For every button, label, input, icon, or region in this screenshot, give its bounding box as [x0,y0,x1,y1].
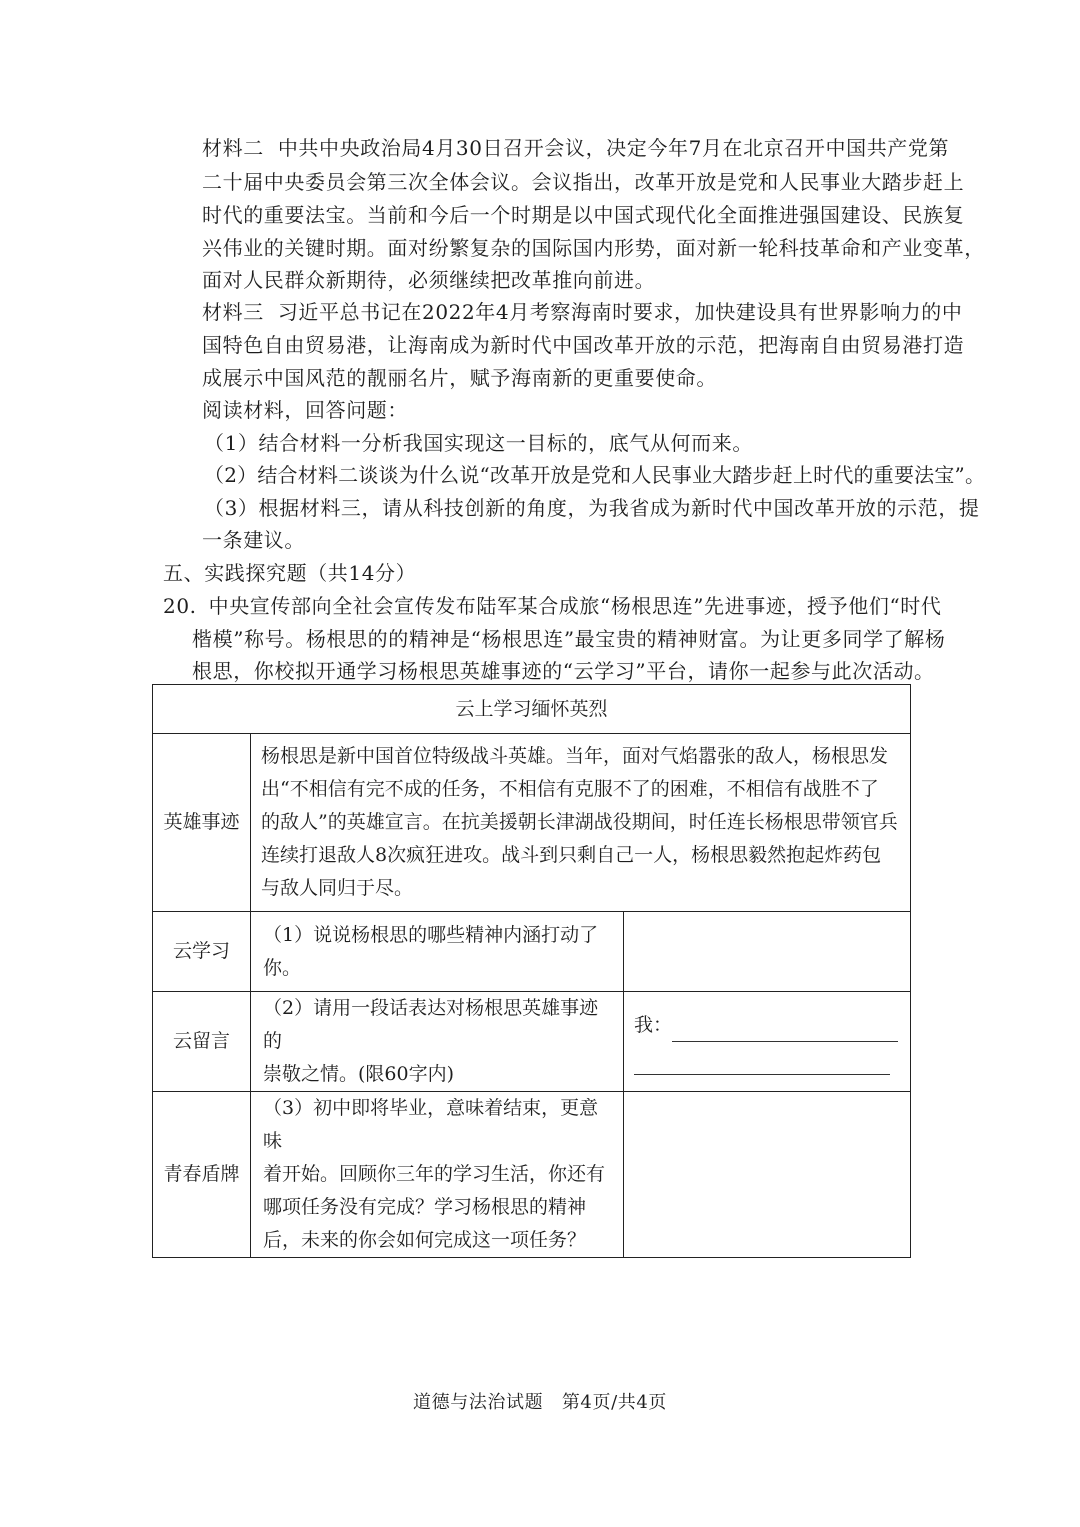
hero-line: 连续打退敌人8次疯狂进攻。战斗到只剩自己一人，杨根思毅然抱起炸药包 [261,844,882,866]
material2-text: 中共中央政治局4月30日召开会议，决定今年7月在北京召开中国共产党第 [277,136,950,160]
table-row-hero [153,734,911,912]
material3-text: 习近平总书记在2022年4月考察海南时要求，加快建设具有世界影响力的中 [277,300,963,324]
youth-shield-line: 后，未来的你会如何完成这一项任务？ [263,1229,587,1251]
youth-shield-line: 着开始。回顾你三年的学习生活，你还有 [263,1163,606,1185]
youth-shield-line: （3）初中即将毕业，意味着结束，更意味 [263,1097,599,1152]
answer-prefix: 我： [634,1013,673,1036]
table-title-row [153,685,911,734]
activity-table [152,684,911,1258]
table-row-cloud-study [153,912,911,992]
question-20-line-1 [163,592,941,620]
cloud-message-line: 崇敬之情。(限60字内) [263,1063,455,1085]
question-20-line-3: 根思，你校拟开通学习杨根思英雄事迹的“云学习”平台，请你一起参与此次活动。 [192,659,935,683]
material2-line-1 [202,134,949,162]
table-row-cloud-message [153,992,911,1092]
cloud-message-line: （2）请用一段话表达对杨根思英雄事迹的 [263,997,599,1052]
question-2: （2）结合材料二谈谈为什么说“改革开放是党和人民事业大踏步赶上时代的重要法宝”。 [204,463,986,487]
question-1: （1）结合材料一分析我国实现这一目标的，底气从何而来。 [204,431,753,455]
material2-line-3: 时代的重要法宝。当前和今后一个时期是以中国式现代化全面推进强国建设、民族复 [202,203,965,227]
cloud-message-label: 云留言 [153,992,251,1092]
answer-blank-line[interactable] [672,1019,898,1042]
answer-blank-line[interactable] [634,1052,890,1075]
hero-line: 出“不相信有完不成的任务，不相信有克服不了的困难，不相信有战胜不了 [261,778,879,800]
hero-line: 的敌人”的英雄宣言。在抗美援朝长津湖战役期间，时任连长杨根思带领官兵 [261,811,898,833]
material2-line-2: 二十届中央委员会第三次全体会议。会议指出，改革开放是党和人民事业大踏步赶上 [202,170,965,194]
table-row-youth-shield [153,1092,911,1258]
hero-story [251,734,911,912]
hero-line: 与敌人同归于尽。 [261,877,414,899]
material3-label: 材料三 [202,300,264,324]
youth-shield-line: 哪项任务没有完成？学习杨根思的精神 [263,1196,587,1218]
question-3-line-1: （3）根据材料三，请从科技创新的角度，为我省成为新时代中国改革开放的示范，提 [204,496,980,520]
cloud-message-question [251,992,624,1092]
youth-shield-answer-box[interactable] [624,1092,911,1258]
hero-label: 英雄事迹 [153,734,251,912]
cloud-study-line: （1）说说杨根思的哪些精神内涵打动了 [263,923,599,946]
cloud-message-answer-box[interactable] [624,992,911,1092]
question-20-number: 20. [163,594,197,618]
question-3-line-2: 一条建议。 [202,528,305,552]
material2-label: 材料二 [202,136,264,160]
material2-line-5: 面对人民群众新期待，必须继续把改革推向前进。 [202,268,656,292]
cloud-study-question [251,912,624,992]
material2-line-4: 兴伟业的关键时期。面对纷繁复杂的国际国内形势，面对新一轮科技革命和产业变革， [202,236,985,260]
youth-shield-question [251,1092,624,1258]
cloud-study-line: 你。 [263,956,302,979]
cloud-study-label: 云学习 [153,912,251,992]
table-title: 云上学习缅怀英烈 [153,685,911,734]
section-5-heading: 五、实践探究题（共14分） [163,561,417,585]
cloud-study-answer-box[interactable] [624,912,911,992]
question-20-text: 中央宣传部向全社会宣传发布陆军某合成旅“杨根思连”先进事迹，授予他们“时代 [208,594,942,618]
question-20-line-2: 楷模”称号。杨根思的的精神是“杨根思连”最宝贵的精神财富。为让更多同学了解杨 [192,627,946,651]
material3-line-3: 成展示中国风范的靓丽名片，赋予海南新的更重要使命。 [202,366,717,390]
material3-line-1 [202,298,962,326]
youth-shield-label: 青春盾牌 [153,1092,251,1258]
material3-line-2: 国特色自由贸易港，让海南成为新时代中国改革开放的示范，把海南自由贸易港打造 [202,333,965,357]
hero-line: 杨根思是新中国首位特级战斗英雄。当年，面对气焰嚣张的敌人，杨根思发 [261,745,889,767]
reading-prompt: 阅读材料，回答问题： [202,398,408,422]
page-footer: 道德与法治试题 第4页/共4页 [413,1392,667,1413]
